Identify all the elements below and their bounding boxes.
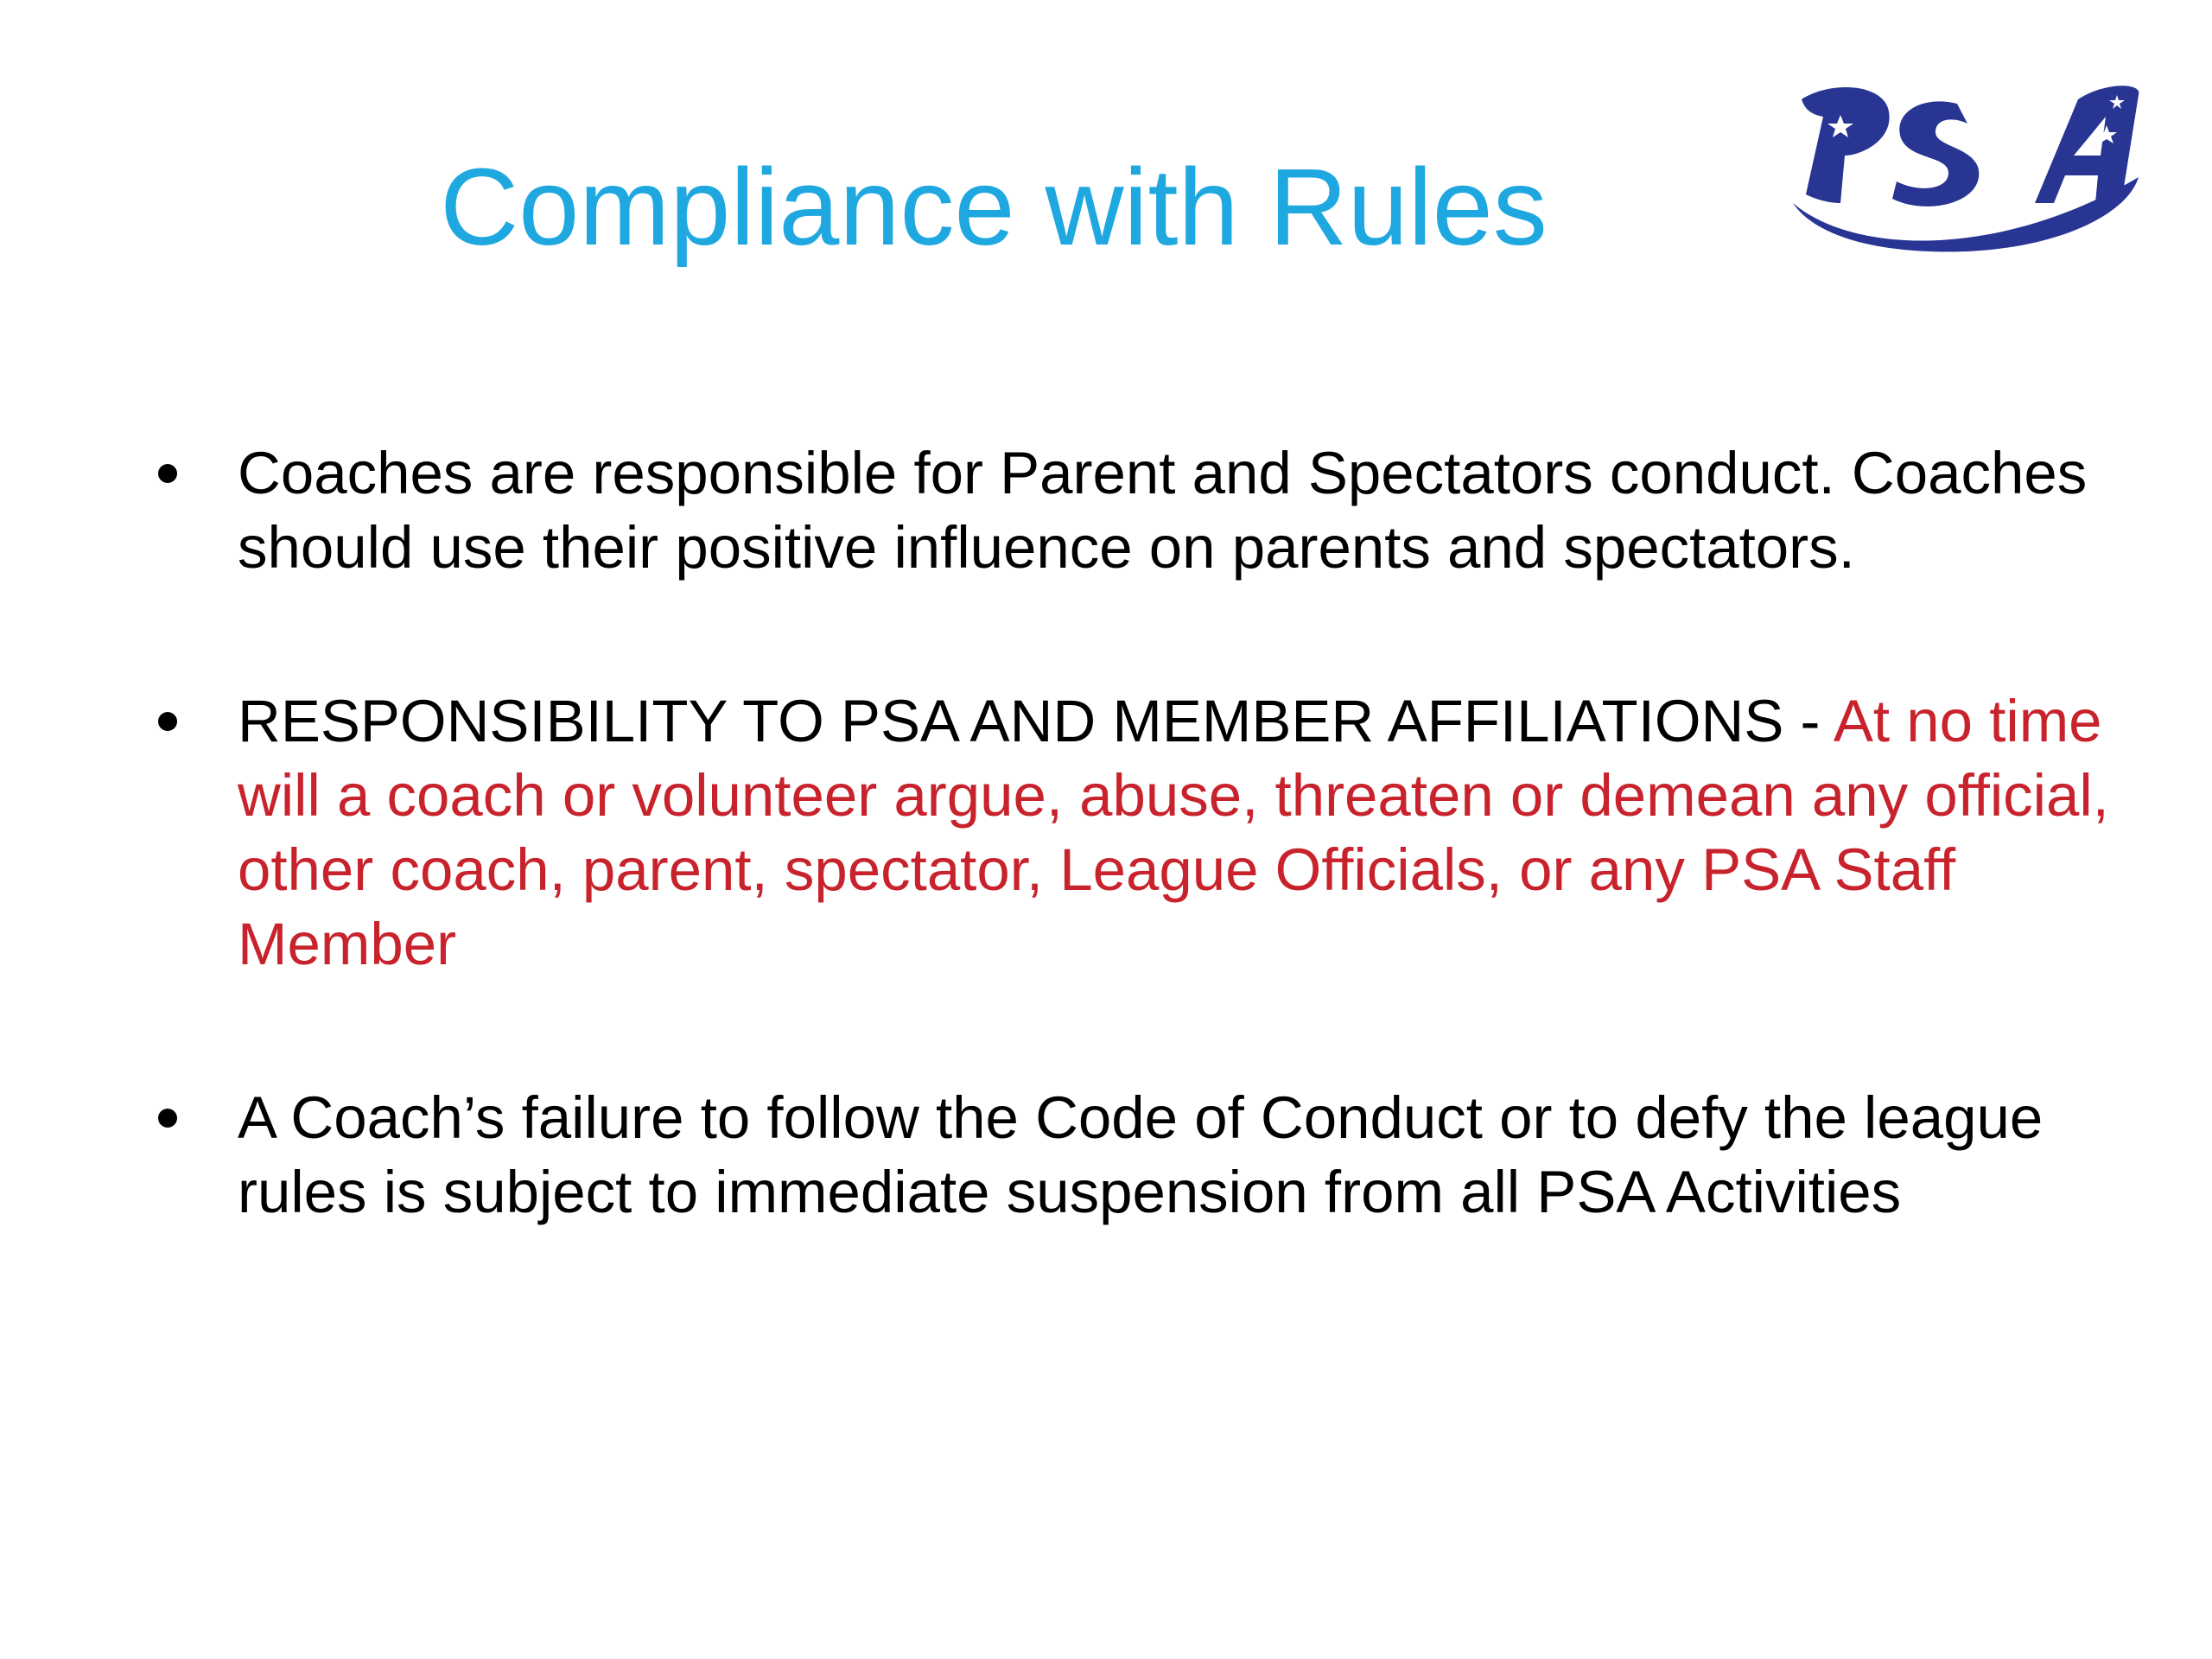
psa-logo-graphic [1776,73,2147,259]
bullet-highlight-text: At no time will a coach or volunteer argue, abuse, threaten or demean any official, other coach, parent, spectator, League Officials, or any PSA Staff Member [238,688,2109,977]
star-icon [1986,156,2006,174]
bullet-lead-text: RESPONSIBILITY TO PSA AND MEMBER AFFILIATIONS - [238,688,1834,754]
slide-title-text: Compliance with Rules [440,146,1548,268]
bullet-text: Coaches are responsible for Parent and Spectators conduct. Coaches should use their positive influence on parents and spectators. [238,440,2088,581]
bullet-icon [158,464,177,483]
bullet-icon [158,1109,177,1128]
bullet-item [151,436,2139,585]
bullet-icon [158,712,177,731]
bullet-item [151,684,2139,982]
bullet-list [151,436,2139,1230]
bullet-text: A Coach’s failure to follow the Code of Conduct or to defy the league rules is subject to immediate suspension from all PSA Activities [238,1084,2044,1225]
psa-logo [1776,73,2147,259]
star-icon [1994,121,2015,139]
bullet-item [151,1081,2139,1230]
